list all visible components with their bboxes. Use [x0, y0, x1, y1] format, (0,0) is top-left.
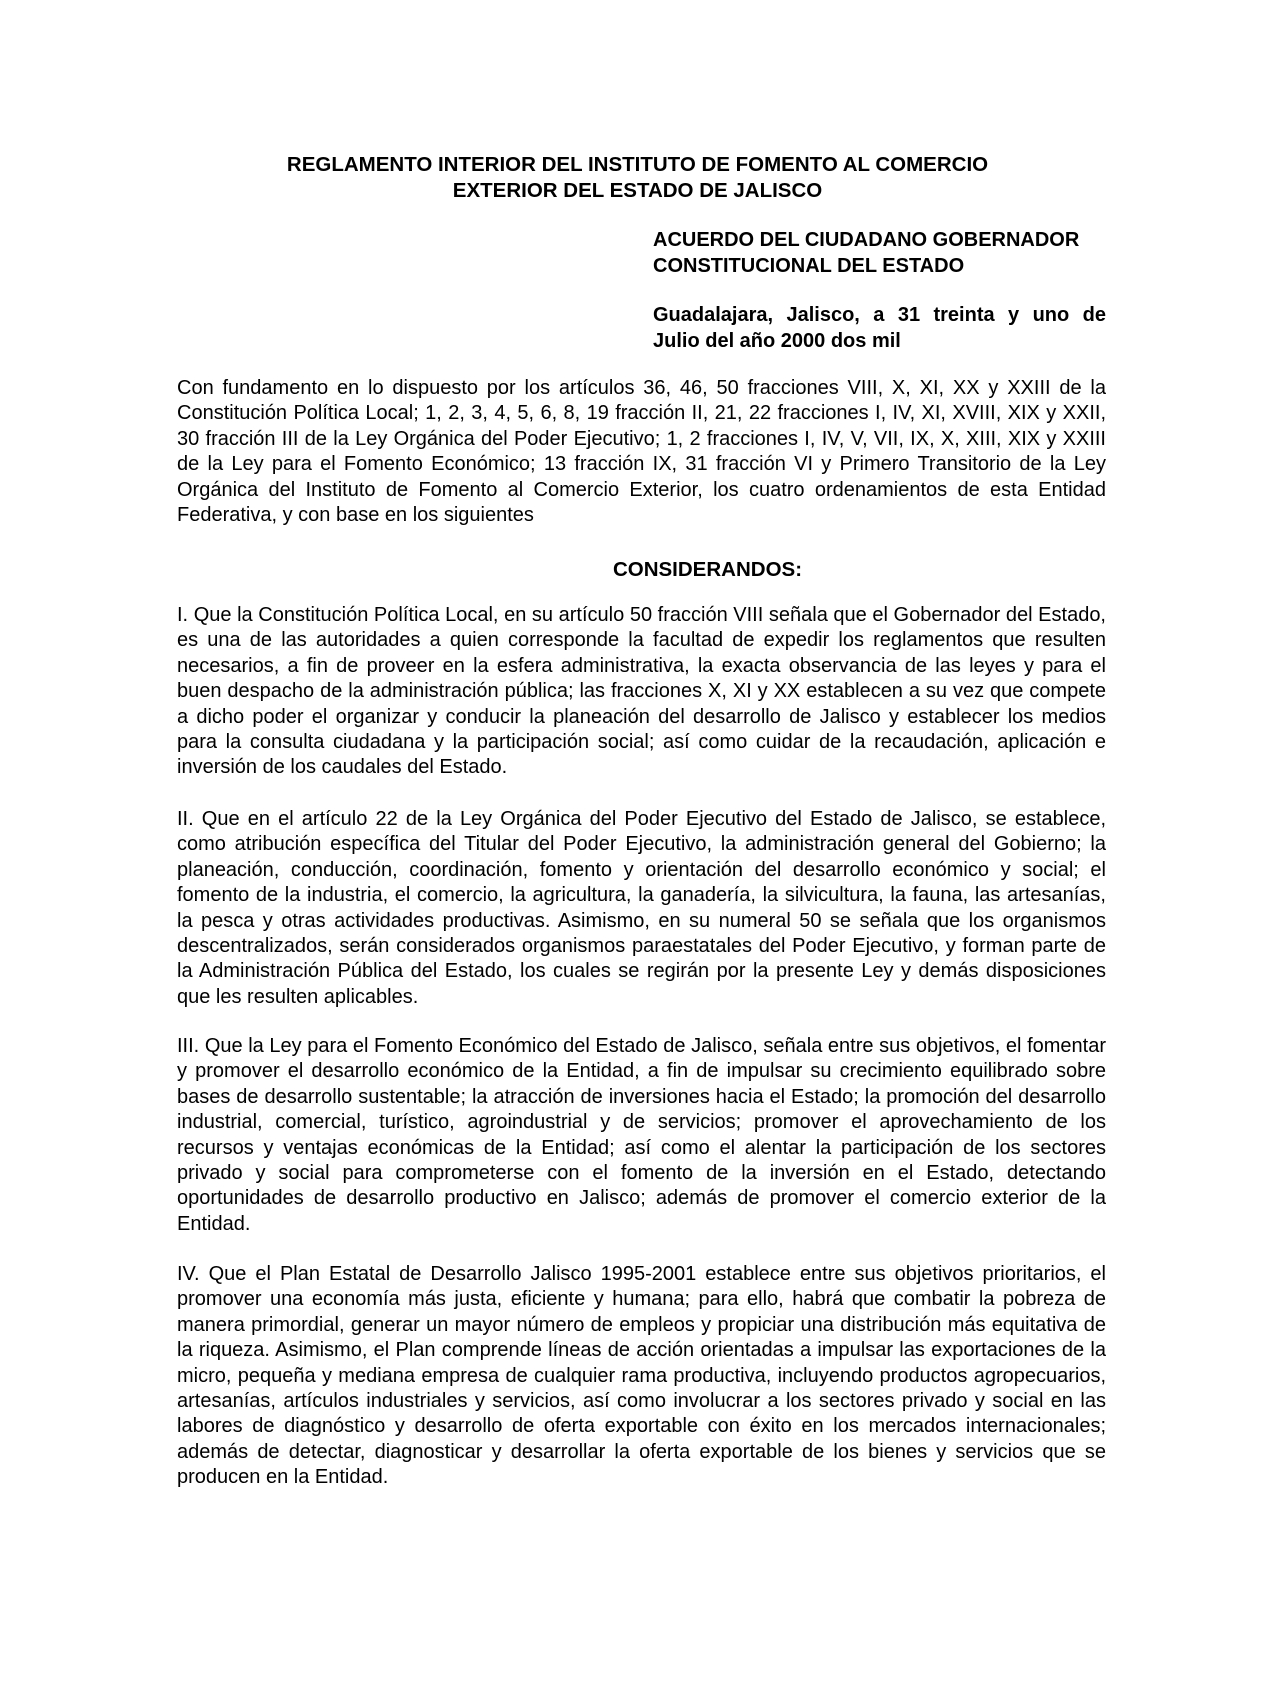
- agreement-line-1: ACUERDO DEL CIUDADANO GOBERNADOR: [653, 229, 1080, 251]
- document-title-line-2: EXTERIOR DEL ESTADO DE JALISCO: [452, 179, 823, 202]
- place-date: [653, 302, 1106, 354]
- intro-paragraph: Con fundamento en lo dispuesto por los artículos 36, 46, 50 fracciones VIII, X, XI, XX y XXIII de la Constitución Política Local; 1, 2, 3, 4, 5, 6, 8, 19 fracción II, 21, 22 fracciones I, IV, XI, XVIII, XIX y XXII, 30 fracción III de la Ley Orgánica del Poder Ejecutivo; 1, 2 fracciones I, IV, V, VII, IX, X, XIII, XIX y XXIII de la Ley para el Fomento Económico; 13 fracción IX, 31 fracción VI y Primero Transitorio de la Ley Orgánica del Instituto de Fomento al Comercio Exterior, los cuatro ordenamientos de esta Entidad Federativa, y con base en los siguientes: [177, 377, 1106, 527]
- document-title-line-1: REGLAMENTO INTERIOR DEL INSTITUTO DE FOMENTO AL COMERCIO: [286, 153, 989, 176]
- considerando-paragraph-3: III. Que la Ley para el Fomento Económico del Estado de Jalisco, señala entre sus objetivos, el fomentar y promover el desarrollo económico de la Entidad, a fin de impulsar su crecimiento equilibrado sobre bases de desarrollo sustentable; la atracción de inversiones hacia el Estado; la promoción del desarrollo industrial, comercial, turístico, agroindustrial y de servicios; promover el aprovechamiento de los recursos y ventajas económicas de la Entidad; así como el alentar la participación de los sectores privado y social para comprometerse con el fomento de la inversión en el Estado, detectando oportunidades de desarrollo productivo en Jalisco; además de promover el comercio exterior de la Entidad.: [177, 1035, 1106, 1235]
- document-title: [0, 152, 1275, 204]
- agreement-heading: [653, 227, 1106, 279]
- considerando-paragraph-2: II. Que en el artículo 22 de la Ley Orgánica del Poder Ejecutivo del Estado de Jalisco, se establece, como atribución específica del Titular del Poder Ejecutivo, la administración general del Gobierno; la planeación, conducción, coordinación, fomento y orientación del desarrollo económico y social; el fomento de la industria, el comercio, la agricultura, la ganadería, la silvicultura, la fauna, las artesanías, la pesca y otras actividades productivas. Asimismo, en su numeral 50 se señala que los organismos descentralizados, serán considerados organismos paraestatales del Poder Ejecutivo, y forman parte de la Administración Pública del Estado, los cuales se regirán por la presente Ley y demás disposiciones que les resulten aplicables.: [177, 808, 1106, 1008]
- place-date-line-1: Guadalajara, Jalisco, a 31 treinta y uno de: [653, 304, 1106, 326]
- considerando-paragraph-4: IV. Que el Plan Estatal de Desarrollo Jalisco 1995-2001 establece entre sus objetivos prioritarios, el promover una economía más justa, eficiente y humana; para ello, habrá que combatir la pobreza de manera primordial, generar un mayor número de empleos y propiciar una distribución más equitativa de la riqueza. Asimismo, el Plan comprende líneas de acción orientadas a impulsar las exportaciones de la micro, pequeña y mediana empresa de cualquier rama productiva, incluyendo productos agropecuarios, artesanías, artículos industriales y servicios, así como involucrar a los sectores privado y social en las labores de diagnóstico y desarrollo de oferta exportable con éxito en los mercados internacionales; además de detectar, diagnosticar y desarrollar la oferta exportable de los bienes y servicios que se producen en la Entidad.: [177, 1263, 1106, 1489]
- agreement-line-2: CONSTITUCIONAL DEL ESTADO: [653, 255, 965, 277]
- considerandos-heading: CONSIDERANDOS:: [612, 558, 803, 581]
- considerando-paragraph-1: I. Que la Constitución Política Local, en su artículo 50 fracción VIII señala que el Gobernador del Estado, es una de las autoridades a quien corresponde la facultad de expedir los reglamentos que resulten necesarios, a fin de proveer en la esfera administrativa, la exacta observancia de las leyes y para el buen despacho de la administración pública; las fracciones X, XI y XX establecen a su vez que compete a dicho poder el organizar y conducir la planeación del desarrollo de Jalisco y establecer los medios para la consulta ciudadana y la participación social; así como cuidar de la recaudación, aplicación e inversión de los caudales del Estado.: [177, 604, 1106, 779]
- place-date-line-2: Julio del año 2000 dos mil: [653, 330, 901, 352]
